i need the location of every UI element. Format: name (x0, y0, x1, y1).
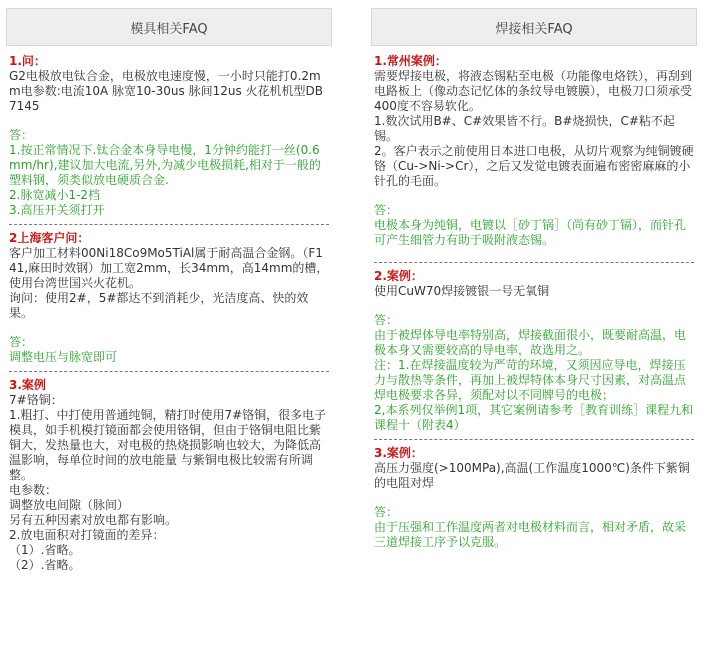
case-text: 需要焊接电极，将液态锡粘至电极（功能像电烙铁），再刮到电路板上（像动态记忆体的条纹导电镀膜），电极刀口须承受400度不容易软化。 (374, 69, 693, 113)
left-section-3 (9, 378, 329, 573)
answer-label: 答： (9, 335, 34, 349)
answer-label: 答： (374, 203, 399, 217)
left-section-2 (9, 231, 329, 365)
section-title: 3.案例 (9, 378, 46, 392)
case-text: 1.粗打、中打使用普通纯铜，精打时使用7#铬铜，很多电子模具，如手机模打镜面都会使用铬铜，但由于铬铜电阻比紫铜大，发热量也大，对电极的热烧损影响也较大，为降低高温影响，每单位时间的放电能量 与紫铜电极比较需有所调整。 (9, 408, 327, 482)
section-title: 2.案例： (374, 269, 423, 283)
section-divider (9, 224, 329, 225)
answer-text: 注：1.在焊接温度较为严苛的环境，又须因应导电，焊接压力与散热等条件，再加上被焊特体本身尺寸因素，对高温点焊电极要求各异，须配对以不同牌号的电极； (374, 358, 687, 402)
case-text: 2.放电面积对打镜面的差异： (9, 528, 165, 542)
case-text: （2）.省略。 (9, 558, 81, 572)
answer-text: 2,本系列仅举例1项，其它案例请参考［教育训练］课程九和课程十（附表4） (374, 403, 694, 432)
section-divider (374, 262, 694, 263)
case-text: 1.数次试用B#、C#效果皆不行。B#烧损快，C#粘不起锡。 (374, 114, 675, 143)
right-header-title: 焊接相关FAQ (495, 21, 573, 37)
case-text: （1）.省略。 (9, 543, 81, 557)
section-divider (9, 371, 329, 372)
answer-text: 由于被焊体导电率特别高，焊接截面很小，既要耐高温，电极本身又需要较高的导电率，故选用之。 (374, 328, 687, 357)
left-header (6, 8, 332, 46)
right-section-1 (374, 54, 694, 248)
section-title: 1.常州案例： (374, 54, 447, 68)
answer-label: 答： (374, 313, 399, 327)
case-text: 2。客户表示之前使用日本进口电极，从切片观察为纯铜镀硬铬（Cu->Ni->Cr），之后又发觉电镀表面遍布密密麻麻的小针孔的毛面。 (374, 144, 694, 188)
answer-label: 答： (374, 505, 399, 519)
question-text: G2电极放电钛合金，电极放电速度慢，一小时只能打0.2mm电参数:电流10A 脉宽10-30us 脉间12us 火花机机型DB7145 (9, 69, 323, 113)
answer-text: 3.高压开关须打开 (9, 203, 105, 217)
case-text: 调整放电间隙（脉间） (9, 498, 130, 512)
answer-text: 电极本身为纯铜，电镀以［砂丁锅］（尚有砂丁镉），而针孔可产生细管力有助于吸附液态锡。 (374, 218, 687, 247)
answer-text: 2.脉宽减小1-2档 (9, 188, 101, 202)
case-text: 电参数： (9, 483, 58, 497)
case-text: 另有五种因素对放电都有影响。 (9, 513, 178, 527)
left-section-1 (9, 54, 329, 218)
right-column (371, 8, 697, 554)
right-header (371, 8, 697, 46)
right-section-3 (374, 446, 694, 550)
question-text: 询问：使用2#，5#都达不到消耗少，光洁度高、快的效果。 (9, 291, 309, 320)
answer-text: 由于压强和工作温度两者对电极材料而言，相对矛盾，故采三道焊接工序予以克服。 (374, 520, 687, 549)
case-text: 7#铬铜： (9, 393, 63, 407)
right-content (371, 46, 697, 550)
answer-text: 1.按正常情况下.钛合金本身导电慢，1分钟约能打一丝(0.6mm/hr),建议加大电流,另外,为减少电极损耗,相对于一般的塑料钢，须类似放电硬质合金. (9, 143, 321, 187)
section-title: 2上海客户问： (9, 231, 90, 245)
answer-label: 答： (9, 128, 34, 142)
section-title: 3.案例： (374, 446, 423, 460)
left-content (6, 46, 332, 573)
left-column (6, 8, 332, 577)
question-text: 客户加工材料00Ni18Co9Mo5TiAl属于耐高温合金钢。（F141,麻田时效钢）加工宽2mm，长34mm，高14mm的槽，使用台湾世国兴火花机。 (9, 246, 329, 290)
right-section-2 (374, 269, 694, 433)
answer-text: 调整电压与脉宽即可 (9, 350, 118, 364)
case-text: 使用CuW70焊接镀银一号无氧铜 (374, 284, 550, 298)
case-text: 高压力强度(>100MPa),高温(工作温度1000℃)条件下紫铜的电阻对焊 (374, 461, 690, 490)
section-divider (374, 439, 694, 440)
section-title: 1.问： (9, 54, 46, 68)
left-header-title: 模具相关FAQ (130, 21, 208, 37)
